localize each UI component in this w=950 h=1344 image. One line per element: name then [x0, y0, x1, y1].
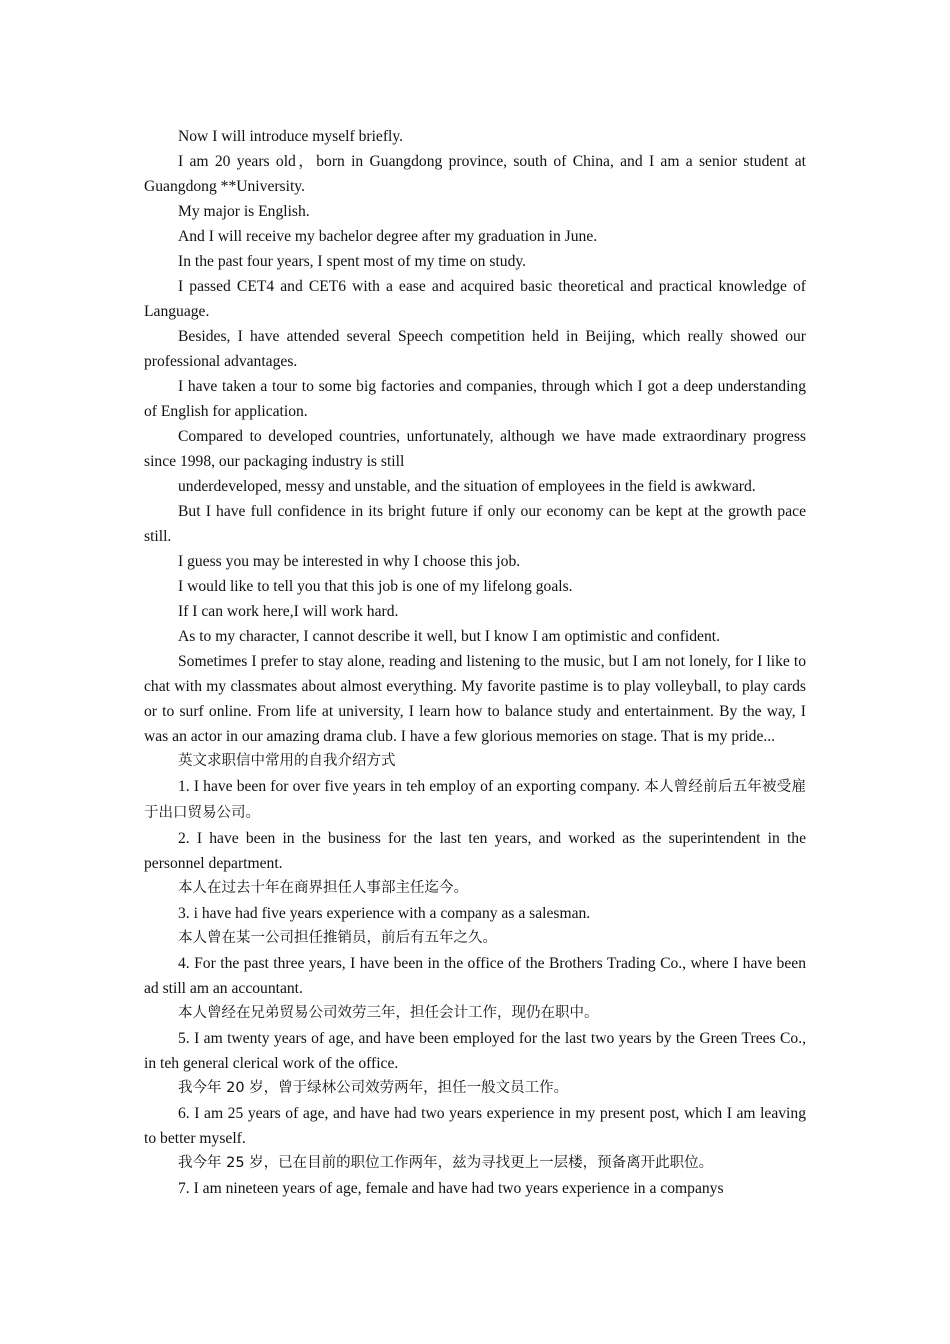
paragraph: 本人曾在某一公司担任推销员，前后有五年之久。 — [178, 930, 497, 946]
paragraph: Compared to developed countries, unfortunately, although we have made extraordinary progress since 1998, our packaging industry is still — [144, 428, 806, 470]
paragraph-english: 1. I have been for over five years in teh employ of an exporting company. — [178, 778, 641, 795]
paragraph: I guess you may be interested in why I choose this job. — [178, 553, 521, 570]
paragraph: I passed CET4 and CET6 with a ease and acquired basic theoretical and practical knowledge of Language. — [144, 278, 806, 320]
paragraph: I would like to tell you that this job is one of my lifelong goals. — [178, 578, 573, 595]
paragraph: And I will receive my bachelor degree after my graduation in June. — [178, 228, 598, 245]
paragraph: In the past four years, I spent most of my time on study. — [178, 253, 527, 270]
paragraph: 本人曾经在兄弟贸易公司效劳三年，担任会计工作，现仍在职中。 — [178, 1005, 599, 1021]
paragraph: Now I will introduce myself briefly. — [178, 128, 404, 145]
document-page — [144, 124, 806, 1201]
paragraph: 我今年 20 岁，曾于绿林公司效劳两年，担任一般文员工作。 — [178, 1080, 569, 1096]
paragraph: 7. I am nineteen years of age, female and have had two years experience in a companys — [178, 1180, 724, 1197]
paragraph: 6. I am 25 years of age, and have had two years experience in my present post, which I am leaving to better myself. — [144, 1105, 806, 1147]
paragraph: 3. i have had five years experience with a company as a salesman. — [178, 905, 591, 922]
paragraph: Sometimes I prefer to stay alone, reading and listening to the music, but I am not lonely, for I like to chat with my classmates about almost everything. My favorite pastime is to play volleyball, to play cards or to surf online. From life at university, I learn how to balance study and entertainment. By the way, I was an actor in our amazing drama club. I have a few glorious memories on stage. That is my pride... — [144, 653, 806, 745]
paragraph: My major is English. — [178, 203, 310, 220]
paragraph — [144, 774, 806, 826]
paragraph: underdeveloped, messy and unstable, and the situation of employees in the field is awkward. — [178, 478, 756, 495]
paragraph: 2. I have been in the business for the last ten years, and worked as the superintendent in the personnel department. — [144, 830, 806, 872]
paragraph: 4. For the past three years, I have been in the office of the Brothers Trading Co., where I have been ad still am an accountant. — [144, 955, 806, 997]
paragraph: 5. I am twenty years of age, and have been employed for the last two years by the Green Trees Co., in teh general clerical work of the office. — [144, 1030, 806, 1072]
paragraph: 我今年 25 岁，已在目前的职位工作两年，兹为寻找更上一层楼，预备离开此职位。 — [178, 1155, 714, 1171]
paragraph-chinese: 本人曾经前后五年被受雇于出口贸易公司。 — [144, 779, 807, 821]
paragraph: I am 20 years old，born in Guangdong province, south of China, and I am a senior student at Guangdong **University. — [144, 153, 806, 195]
paragraph: If I can work here,I will work hard. — [178, 603, 399, 620]
paragraph: But I have full confidence in its bright future if only our economy can be kept at the growth pace still. — [144, 503, 806, 545]
paragraph: Besides, I have attended several Speech competition held in Beijing, which really showed our professional advantages. — [144, 328, 806, 370]
paragraph: As to my character, I cannot describe it well, but I know I am optimistic and confident. — [178, 628, 720, 645]
section-heading: 英文求职信中常用的自我介绍方式 — [178, 753, 396, 769]
paragraph: I have taken a tour to some big factories and companies, through which I got a deep understanding of English for application. — [144, 378, 806, 420]
paragraph: 本人在过去十年在商界担任人事部主任迄今。 — [178, 880, 468, 896]
